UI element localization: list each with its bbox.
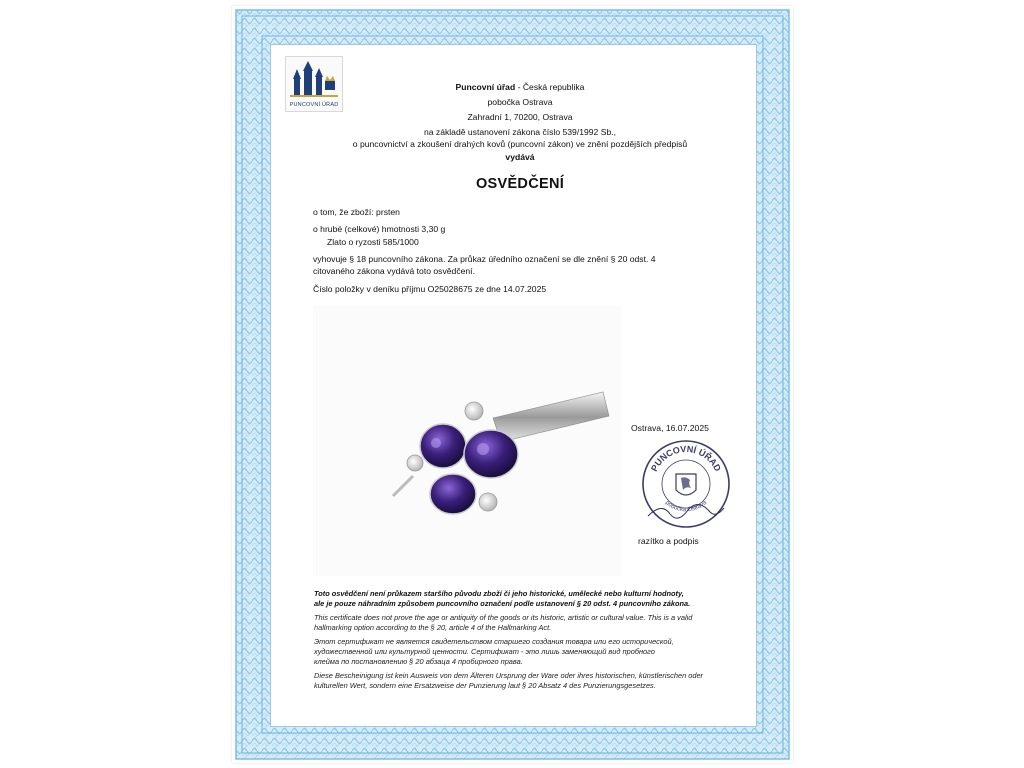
journal-number-line: Číslo položky v deníku příjmu O25028675 ze dne 14.07.2025 (313, 284, 547, 294)
office-name: Puncovní úřad (455, 82, 516, 92)
disclaimer-de-line-1: Diese Bescheinigung ist kein Ausweis von dem Älteren Ursprung der Ware oder ihres historischen, künstlerischen oder (314, 671, 704, 680)
place-and-date: Ostrava, 16.07.2025 (631, 423, 709, 433)
office-name-line (300, 82, 740, 92)
compliance-line-2: citovaného zákona vydává toto osvědčení. (313, 266, 475, 276)
ring-image (313, 306, 621, 576)
disclaimer-ru-line-1: Этот сертификат не является свидетельством старшего создания товара или его исторической, (314, 637, 674, 646)
assay-office-castle-icon (286, 57, 342, 99)
official-stamp (640, 438, 732, 530)
disclaimer-en-line-2: hallmarking option according to the § 20, article 4 of the Hallmarking Act. (314, 623, 552, 632)
compliance-line-1: vyhovuje § 18 puncovního zákona. Za průkaz úředního označení se dle znění § 20 odst. 4 (313, 254, 656, 264)
logo-text: PUNCOVNÍ ÚŘAD (289, 102, 339, 108)
address-line: Zahradní 1, 70200, Ostrava (467, 112, 573, 122)
disclaimer-cz-line-1: Toto osvědčení není průkazem staršího původu zboží či jeho historické, umělecké nebo kulturní hodnoty, (314, 589, 684, 598)
stamp-top-text: PUNCOVNÍ ÚŘAD (649, 443, 723, 473)
certificate-title: OSVĚDČENÍ (475, 176, 565, 192)
svg-text:PUNCOVNÍ ÚŘAD (649, 444, 723, 474)
item-line: o tom, že zboží: prsten (313, 207, 400, 217)
legal-basis-line-2: o puncovnictví a zkoušení drahých kovů (puncovní zákon) ve znění pozdějších předpisů (352, 139, 688, 149)
legal-basis-line-1: na základě ustanovení zákona číslo 539/1992 Sb., (423, 127, 617, 137)
fineness-line: Zlato o ryzosti 585/1000 (327, 237, 419, 247)
issues-label: vydává (505, 152, 535, 162)
ring-photo (313, 306, 621, 576)
disclaimer-ru-line-2: художественной или культурной ценности. Сертификат - это лишь заменяющий вид пробного (314, 647, 655, 656)
disclaimer-ru-line-3: клейма по постановлению § 20 абзаца 4 пробирного права. (314, 657, 523, 666)
disclaimer-cz-line-2: ale je pouze náhradním způsobem puncovního označení podle ustanovení § 20 odst. 4 puncovního zákona. (314, 599, 691, 608)
office-country: - Česká republika (515, 82, 585, 92)
disclaimer-en-line-1: This certificate does not prove the age or antiquity of the goods or its historic, artistic or cultural value. This is a valid (314, 613, 693, 622)
stamp-bottom-text: pobočka Ostrava (663, 499, 709, 514)
branch-line: pobočka Ostrava (487, 97, 553, 107)
disclaimer-de-line-2: kulturellen Wert, sondern eine Ersatzweise der Punzierung laut § 20 Absatz 4 des Punzierungsgesetzes. (314, 681, 656, 690)
signature-label: razítko a podpis (638, 536, 699, 546)
weight-line: o hrubé (celkové) hmotnosti 3,30 g (313, 224, 446, 234)
czech-lion-coat-of-arms-icon (676, 474, 696, 495)
